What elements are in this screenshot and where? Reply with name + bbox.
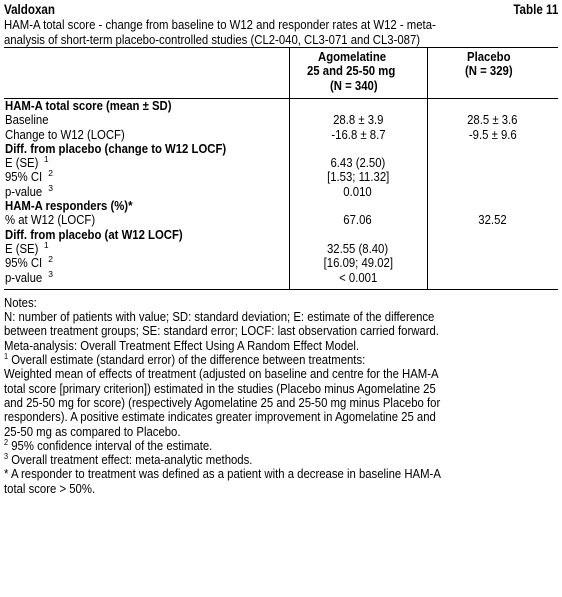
placebo-value: [427, 185, 558, 199]
placebo-value: -9.5 ± 9.6: [427, 128, 558, 142]
agomelatine-value: < 0.001: [289, 271, 427, 290]
table-number: Table 11: [513, 2, 558, 17]
table-row: [4, 199, 558, 213]
row-label: HAM-A responders (%)*: [5, 198, 133, 214]
note-line: N: number of patients with value; SD: standard deviation; E: estimate of the difference: [4, 309, 435, 325]
note-line: responders). A positive estimate indicates greater improvement in Agomelatine 25 and: [4, 409, 436, 425]
header-agomelatine: Agomelatine 25 and 25-50 mg (N = 340): [289, 48, 427, 99]
results-table: [4, 47, 558, 290]
table-row: [4, 256, 558, 270]
row-label: Baseline: [5, 112, 49, 128]
placebo-value: [427, 99, 558, 114]
row-label: HAM-A total score (mean ± SD): [5, 98, 172, 113]
agomelatine-value: 67.06: [289, 213, 427, 227]
note-line: $^2$ 95% confidence interval of the estimate.: [4, 436, 213, 453]
product-name: Valdoxan: [4, 2, 55, 17]
note-line: Weighted mean of effects of treatment (adjusted on baseline and centre for the HAM-A: [4, 366, 439, 382]
note-line: total score > 50%.: [4, 480, 96, 496]
placebo-value: [427, 156, 558, 170]
note-line: between treatment groups; SE: standard error; LOCF: last observation carried forward.: [4, 323, 439, 339]
row-label: E (SE) $^1$: [5, 154, 49, 171]
agomelatine-value: 6.43 (2.50): [289, 156, 427, 170]
agomelatine-value: [16.09; 49.02]: [289, 256, 427, 270]
placebo-value: 32.52: [427, 213, 558, 227]
table-row: [4, 242, 558, 256]
note-line: 25-50 mg as compared to Placebo.: [4, 423, 181, 439]
table-row: [4, 213, 558, 227]
placebo-value: [427, 170, 558, 184]
row-label: 95% CI $^2$: [5, 254, 53, 271]
agomelatine-value: [289, 142, 427, 156]
table-row: [4, 228, 558, 242]
header-label-cell: [4, 48, 289, 99]
caption-line: HAM-A total score - change from baseline to W12 and responder rates at W12 - meta-: [4, 17, 436, 32]
table-row: [4, 113, 558, 127]
row-label: Change to W12 (LOCF): [5, 126, 125, 142]
footnote-ref: 2: [48, 254, 53, 265]
agomelatine-value: [289, 99, 427, 114]
agomelatine-value: 28.8 ± 3.9: [289, 113, 427, 127]
agomelatine-value: 0.010: [289, 185, 427, 199]
notes-lines: [4, 310, 558, 496]
placebo-value: 28.5 ± 3.6: [427, 113, 558, 127]
footnote-ref: 1: [43, 154, 49, 165]
table-row: [4, 128, 558, 142]
table-body: [4, 99, 558, 290]
note-line: $^3$ Overall treatment effect: meta-analytic methods.: [4, 451, 253, 468]
note-line: Meta-analysis: Overall Treatment Effect Using A Random Effect Model.: [4, 337, 360, 353]
notes-section: [4, 296, 558, 496]
document-header: [4, 2, 558, 18]
table-row: [4, 170, 558, 184]
row-label: Diff. from placebo (at W12 LOCF): [5, 226, 183, 242]
table-row: [4, 142, 558, 156]
row-label: % at W12 (LOCF): [5, 212, 96, 228]
agomelatine-value: [289, 228, 427, 242]
note-line: * A responder to treatment was defined as a patient with a decrease in baseline HAM-A: [4, 466, 441, 482]
footnote-ref: 3: [48, 182, 53, 193]
notes-title: Notes:: [4, 294, 37, 310]
placebo-value: [427, 142, 558, 156]
table-header-row: [4, 48, 558, 99]
row-label: E (SE) $^1$: [5, 239, 49, 256]
footnote-marker: 3: [4, 451, 9, 462]
row-label: p-value $^3$: [5, 182, 53, 199]
row-label: p-value $^3$: [4, 271, 289, 290]
agomelatine-value: 32.55 (8.40): [289, 242, 427, 256]
agomelatine-value: [1.53; 11.32]: [289, 170, 427, 184]
footnote-marker: 2: [4, 436, 9, 447]
placebo-value: [427, 228, 558, 242]
table-row: [4, 156, 558, 170]
placebo-value: [427, 271, 558, 290]
table-caption: [4, 18, 558, 47]
table-row: [4, 271, 558, 290]
placebo-value: [427, 242, 558, 256]
table-row: [4, 185, 558, 199]
note-line: total score [primary criterion]) estimated in the studies (Placebo minus Agomelatine 25: [4, 380, 436, 396]
footnote-ref: 2: [48, 168, 53, 179]
agomelatine-value: -16.8 ± 8.7: [289, 128, 427, 142]
row-label: Diff. from placebo (change to W12 LOCF): [5, 140, 227, 156]
footnote-ref: 1: [43, 239, 49, 250]
row-label: 95% CI $^2$: [5, 168, 53, 185]
table-row: [4, 99, 558, 114]
note-line: $^1$ Overall estimate (standard error) of the difference between treatments:: [4, 351, 366, 368]
placebo-value: [427, 256, 558, 270]
placebo-value: [427, 199, 558, 213]
footnote-marker: 1: [4, 351, 9, 362]
agomelatine-value: [289, 199, 427, 213]
note-line: and 25-50 mg for score) (respectively Agomelatine 25 and 25-50 mg minus Placebo for: [4, 394, 441, 410]
header-placebo: Placebo (N = 329): [427, 48, 558, 99]
footnote-ref: 3: [48, 268, 53, 279]
caption-line: analysis of short-term placebo-controlled studies (CL2-040, CL3-071 and CL3-087): [4, 31, 421, 47]
